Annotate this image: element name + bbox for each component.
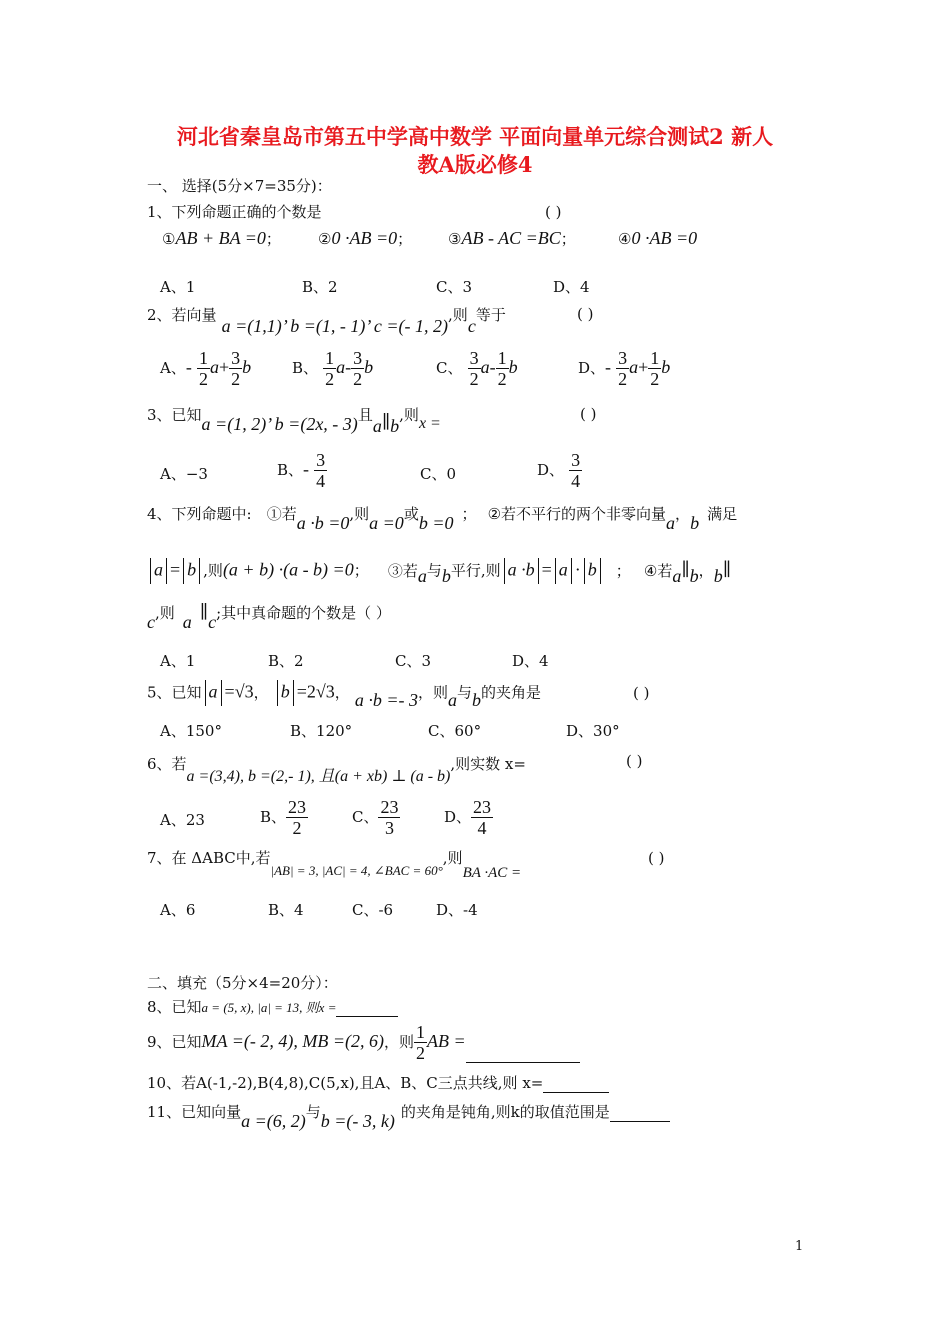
q2-a-v1: a: [209, 357, 219, 377]
section2-heading: 二、填充（5分×4=20分）：: [147, 974, 338, 992]
q5-option-a: A、150°: [160, 722, 222, 740]
q3-x: x =: [418, 415, 441, 432]
q5-b: b: [280, 681, 290, 702]
q4-l2eq: =: [170, 559, 181, 580]
q2-answer-paren: ( ): [577, 305, 594, 323]
q4-p4par2: ∥: [722, 559, 732, 580]
abs-bar: [504, 558, 505, 584]
q4-p1d: 或: [403, 505, 419, 523]
q2-a-d1: 2: [198, 369, 208, 389]
q3-answer-paren: ( ): [580, 405, 597, 423]
q2-stem-line: [147, 304, 506, 336]
q9-expr2: AB =: [426, 1031, 466, 1051]
q1-option-d: D、4: [553, 278, 590, 296]
q4-l2semi: ；: [353, 561, 369, 580]
q5-eq1: =√3: [224, 681, 254, 702]
q2-c-frac2: [496, 348, 509, 389]
q6-b-den: 2: [292, 818, 302, 838]
q2-b-d2: 2: [353, 369, 363, 389]
q2-d-sign: -: [605, 357, 612, 377]
q10-line: [147, 1073, 609, 1093]
q5-then: ，则: [417, 683, 448, 702]
q6-d-den: 4: [477, 818, 487, 838]
q4-p4v3: b: [713, 565, 723, 586]
q5-option-b: B、120°: [290, 722, 353, 740]
q9-then: ，则: [383, 1033, 414, 1051]
q4-line3: [147, 602, 391, 632]
q2-c-n1: 3: [469, 348, 479, 368]
q4-l3tail: ;其中真命题的个数是（ ）: [216, 604, 391, 622]
q1-stem: 1、下列命题正确的个数是: [147, 203, 322, 221]
q4-p3semi: ；: [615, 561, 631, 580]
q3-d-num: 3: [571, 450, 581, 470]
q4-p1c: a =0: [369, 513, 404, 533]
abs-bar: [584, 558, 585, 584]
q2-b-n1: 1: [325, 348, 335, 368]
q1-item-4: [618, 228, 697, 249]
q3-v2: b: [390, 416, 400, 436]
q2-c-label: C、: [436, 359, 463, 377]
q2-d-v1: a: [629, 357, 639, 377]
q2-c-op: -: [489, 357, 496, 377]
q4-l2a: a: [154, 559, 163, 580]
q11-e2: b =(- 3, k): [320, 1111, 395, 1131]
q10-text: 10、若A(-1,-2),B(4,8),C(5,x),且A、B、C三点共线,则 x=: [147, 1074, 544, 1092]
q10-answer-blank[interactable]: [543, 1076, 609, 1093]
q2-b-v2: b: [364, 357, 374, 377]
q4-p3a: ③若: [387, 561, 418, 580]
q5-tail: 的夹角是: [481, 683, 542, 702]
q5-stem: 5、已知: [147, 683, 202, 702]
q2-a-n1: 1: [198, 348, 208, 368]
q11-with: 与: [305, 1103, 321, 1121]
q3-b-label: B、: [277, 461, 304, 479]
q2-d-n1: 3: [618, 348, 628, 368]
q1-option-a: A、1: [160, 278, 196, 296]
q2-a-frac2: [229, 348, 242, 389]
q6-option-b: [260, 797, 308, 838]
q3-b-den: 4: [316, 471, 326, 491]
q1-item3-sep: ；: [560, 230, 576, 248]
q6-c-frac: [378, 797, 400, 838]
q6-option-c: [352, 797, 400, 838]
q2-d-v2: b: [661, 357, 671, 377]
q5-v1: a: [447, 689, 457, 710]
q2-option-b: [292, 348, 373, 389]
q2-d-frac2: [648, 348, 661, 389]
q8-stem: 8、已知: [147, 998, 202, 1016]
q7-answer-paren: ( ): [648, 849, 665, 867]
q2-c-v2: b: [508, 357, 518, 377]
q6-c-den: 3: [384, 818, 394, 838]
q4-p3r1: a: [558, 559, 568, 580]
abs-bar: [221, 680, 222, 706]
q4-p1b: ,则: [349, 505, 370, 523]
q2-option-d: [578, 348, 670, 389]
q4-p3dot: ·: [574, 559, 581, 580]
q2-a-v2: b: [242, 357, 252, 377]
q2-b-v1: a: [336, 357, 346, 377]
q2-b-label: B、: [292, 359, 319, 377]
q4-p2v2: b: [690, 513, 700, 533]
q4-stem: 4、下列命题中:: [147, 505, 252, 523]
q2-c-v1: a: [480, 357, 490, 377]
q2-b-n2: 3: [353, 348, 363, 368]
q11-e1: a =(6, 2): [241, 1111, 306, 1131]
q7-then: ,则: [442, 849, 463, 867]
abs-bar: [538, 558, 539, 584]
q11-stem: 11、已知向量: [147, 1103, 242, 1121]
q4-p2comma: ，: [675, 505, 691, 523]
q1-item2-expr: 0 ·AB =0: [331, 228, 398, 248]
q4-p3r2: b: [587, 559, 597, 580]
q2-expr: a =(1,1)’ b =(1, - 1)’ c =(- 1, 2): [221, 316, 449, 336]
q3-b-sign: -: [303, 459, 310, 479]
q3-mid: 且: [357, 406, 373, 424]
q5-eq2: =2√3: [296, 681, 335, 702]
q6-stem: 6、若: [147, 755, 187, 773]
q5-sep: ，: [253, 683, 269, 702]
q4-p3eq: =: [541, 559, 552, 580]
abs-bar: [293, 680, 294, 706]
q3-d-label: D、: [537, 461, 565, 479]
q4-l2expr: (a + b) ·(a - b) =0: [222, 559, 354, 580]
q6-answer-paren: ( ): [626, 752, 643, 770]
q4-p1expr: a ·b =0: [296, 513, 350, 533]
q2-c-d2: 2: [497, 369, 507, 389]
page-title-line1: 河北省秦皇岛市第五中学高中数学 平面向量单元综合测试2 新人: [176, 124, 774, 149]
q2-stem: 2、若向量: [147, 306, 217, 324]
q9-answer-blank[interactable]: [466, 1046, 580, 1063]
q6-tail: ,则实数 x=: [450, 755, 526, 773]
q1-item4-mark: ④: [618, 230, 632, 248]
q1-option-b: B、2: [302, 278, 338, 296]
q9-num: 1: [415, 1022, 425, 1042]
q1-item-2: [318, 228, 412, 249]
q2-d-n2: 1: [650, 348, 660, 368]
q3-stem-line: [147, 404, 441, 436]
q4-p4comma: ，: [698, 561, 714, 580]
q1-item1-expr: AB + BA =0: [175, 228, 266, 248]
q2-option-a: [160, 348, 251, 389]
q2-d-d2: 2: [650, 369, 660, 389]
q9-den: 2: [415, 1043, 425, 1063]
q2-c-frac1: [468, 348, 481, 389]
q6-expr: a =(3,4), b =(2,- 1), 且(a + xb) ⊥ (a - b): [186, 768, 451, 785]
q11-answer-blank[interactable]: [610, 1105, 670, 1122]
q9-stem: 9、已知: [147, 1033, 202, 1051]
q4-p2a: ②若不平行的两个非零向量: [487, 505, 667, 523]
q1-item4-expr: 0 ·AB =0: [631, 228, 698, 248]
q2-tail2: 等于: [475, 306, 506, 324]
q5-option-c: C、60°: [428, 722, 482, 740]
q2-a-d2: 2: [231, 369, 241, 389]
q4-p3v2: b: [441, 565, 451, 586]
q7-option-d: D、-4: [436, 901, 478, 919]
abs-bar: [205, 680, 206, 706]
q7-option-c: C、-6: [352, 901, 394, 919]
abs-bar: [183, 558, 184, 584]
page-title-line2: 教A版必修4: [417, 152, 533, 177]
q4-l3c: c: [147, 612, 155, 632]
q4-p2v1: a: [666, 513, 676, 533]
q5-answer-paren: ( ): [633, 684, 650, 702]
q1-item3-mark: ③: [448, 230, 462, 248]
q5-with: 与: [456, 683, 472, 702]
q3-d-den: 4: [571, 471, 581, 491]
q7-cond: |AB| = 3, |AC| = 4, ∠BAC = 60°: [270, 863, 443, 878]
q3-option-d: [537, 450, 582, 491]
q5-a: a: [208, 681, 218, 702]
q2-c-n2: 1: [497, 348, 507, 368]
abs-bar: [571, 558, 572, 584]
q4-p4v2: b: [689, 565, 699, 586]
q3-expr: a =(1, 2)’ b =(2x, - 3): [201, 414, 358, 434]
q4-l3a: a: [182, 612, 192, 632]
q2-b-frac1: [323, 348, 336, 389]
q1-item1-sep: ；: [265, 230, 281, 248]
q3-stem: 3、已知: [147, 406, 202, 424]
abs-bar: [555, 558, 556, 584]
q4-p2b: 满足: [707, 505, 738, 523]
q1-item-3: [448, 228, 576, 249]
q4-p3l: a ·b: [507, 559, 535, 580]
q5-option-d: D、30°: [566, 722, 620, 740]
section1-heading: 一、 选择(5分×7=35分)：: [147, 177, 332, 195]
q2-var-c: c: [467, 316, 476, 336]
q2-tail1: ,则: [448, 306, 468, 324]
abs-bar: [600, 558, 601, 584]
q6-line: [147, 751, 526, 785]
q1-item2-mark: ②: [318, 230, 332, 248]
q2-a-sign: -: [185, 357, 192, 377]
q8-answer-blank[interactable]: [336, 1000, 398, 1017]
q2-a-op: +: [218, 357, 230, 377]
q5-sep2: ，: [334, 683, 350, 702]
q3-option-b: [277, 450, 327, 491]
abs-bar: [166, 558, 167, 584]
q5-line: [147, 680, 542, 710]
q2-d-frac1: [616, 348, 629, 389]
q6-c-num: 23: [380, 797, 399, 817]
q2-a-frac1: [197, 348, 210, 389]
q7-option-b: B、4: [268, 901, 304, 919]
q11-tail: 的夹角是钝角,则k的取值范围是: [400, 1103, 610, 1121]
q6-d-frac: [471, 797, 493, 838]
q4-p3b: 平行,则: [450, 561, 501, 580]
q5-v2: b: [472, 689, 481, 710]
q11-line: [147, 1101, 670, 1131]
q2-b-frac2: [351, 348, 364, 389]
abs-bar: [150, 558, 151, 584]
q1-answer-paren: ( ): [545, 203, 562, 221]
q3-tail: ,则: [399, 406, 419, 424]
q4-p4par: ∥: [681, 559, 690, 580]
q8-line: [147, 997, 398, 1017]
q6-b-frac: [286, 797, 308, 838]
q4-line2: [147, 558, 731, 584]
q2-a-n2: 3: [231, 348, 241, 368]
q4-l3c2: c: [208, 612, 217, 632]
q9-expr: MA =(- 2, 4), MB =(2, 6): [201, 1031, 384, 1051]
q3-d-frac: [569, 450, 582, 491]
q3-parallel: ∥: [381, 412, 391, 432]
q4-l3then: ,则: [155, 604, 175, 622]
q1-item2-sep: ；: [397, 230, 413, 248]
q7-stem: 7、在 ΔABC中,若: [147, 849, 271, 867]
q2-b-op: -: [345, 357, 352, 377]
q6-option-d: [444, 797, 493, 838]
q4-p3with: 与: [426, 561, 442, 580]
q9-frac: [414, 1022, 427, 1063]
q4-option-d: D、4: [512, 652, 549, 670]
q4-p1a: ①若: [266, 505, 297, 523]
q6-d-label: D、: [444, 808, 472, 826]
q6-c-label: C、: [352, 808, 379, 826]
q7-option-a: A、6: [160, 901, 196, 919]
q3-option-a: A、−3: [160, 465, 208, 483]
q2-d-d1: 2: [618, 369, 628, 389]
q4-p1f: ；: [461, 505, 477, 523]
q6-d-num: 23: [473, 797, 492, 817]
abs-bar: [199, 558, 200, 584]
q4-p4v1: a: [672, 565, 682, 586]
q1-item-1: [162, 228, 281, 249]
q4-line1: [147, 503, 738, 533]
q4-l3par: ∥: [199, 602, 209, 622]
q2-option-c: [436, 348, 518, 389]
q8-expr: a = (5, x), |a| = 13, 则x =: [201, 1000, 337, 1015]
q3-v1: a: [372, 416, 382, 436]
q5-dot: a ·b =- 3: [354, 689, 418, 710]
abs-bar: [277, 680, 278, 706]
q4-option-b: B、2: [268, 652, 304, 670]
q1-item1-mark: ①: [162, 230, 176, 248]
q3-b-num: 3: [316, 450, 326, 470]
q3-b-frac: [314, 450, 327, 491]
q7-expr: BA ·AC =: [462, 865, 522, 881]
q1-item3-expr: AB - AC =BC: [461, 228, 561, 248]
q2-a-label: A、: [160, 359, 186, 377]
page-number: 1: [795, 1239, 804, 1254]
q6-b-num: 23: [288, 797, 307, 817]
q4-p3v1: a: [417, 565, 427, 586]
q4-option-c: C、3: [395, 652, 432, 670]
q4-l2b: b: [187, 559, 197, 580]
q4-p1e: b =0: [418, 513, 454, 533]
q4-l2then: ,则: [203, 561, 223, 580]
q4-option-a: A、1: [160, 652, 196, 670]
q9-line: [147, 1022, 580, 1063]
q6-b-label: B、: [260, 808, 287, 826]
q2-b-d1: 2: [325, 369, 335, 389]
q1-option-c: C、3: [436, 278, 473, 296]
q2-d-label: D、: [578, 359, 606, 377]
q4-p4a: ④若: [643, 561, 673, 580]
q6-option-a: A、23: [160, 811, 205, 829]
q2-c-d1: 2: [469, 369, 479, 389]
q3-option-c: C、0: [420, 465, 457, 483]
q2-d-op: +: [638, 357, 649, 377]
